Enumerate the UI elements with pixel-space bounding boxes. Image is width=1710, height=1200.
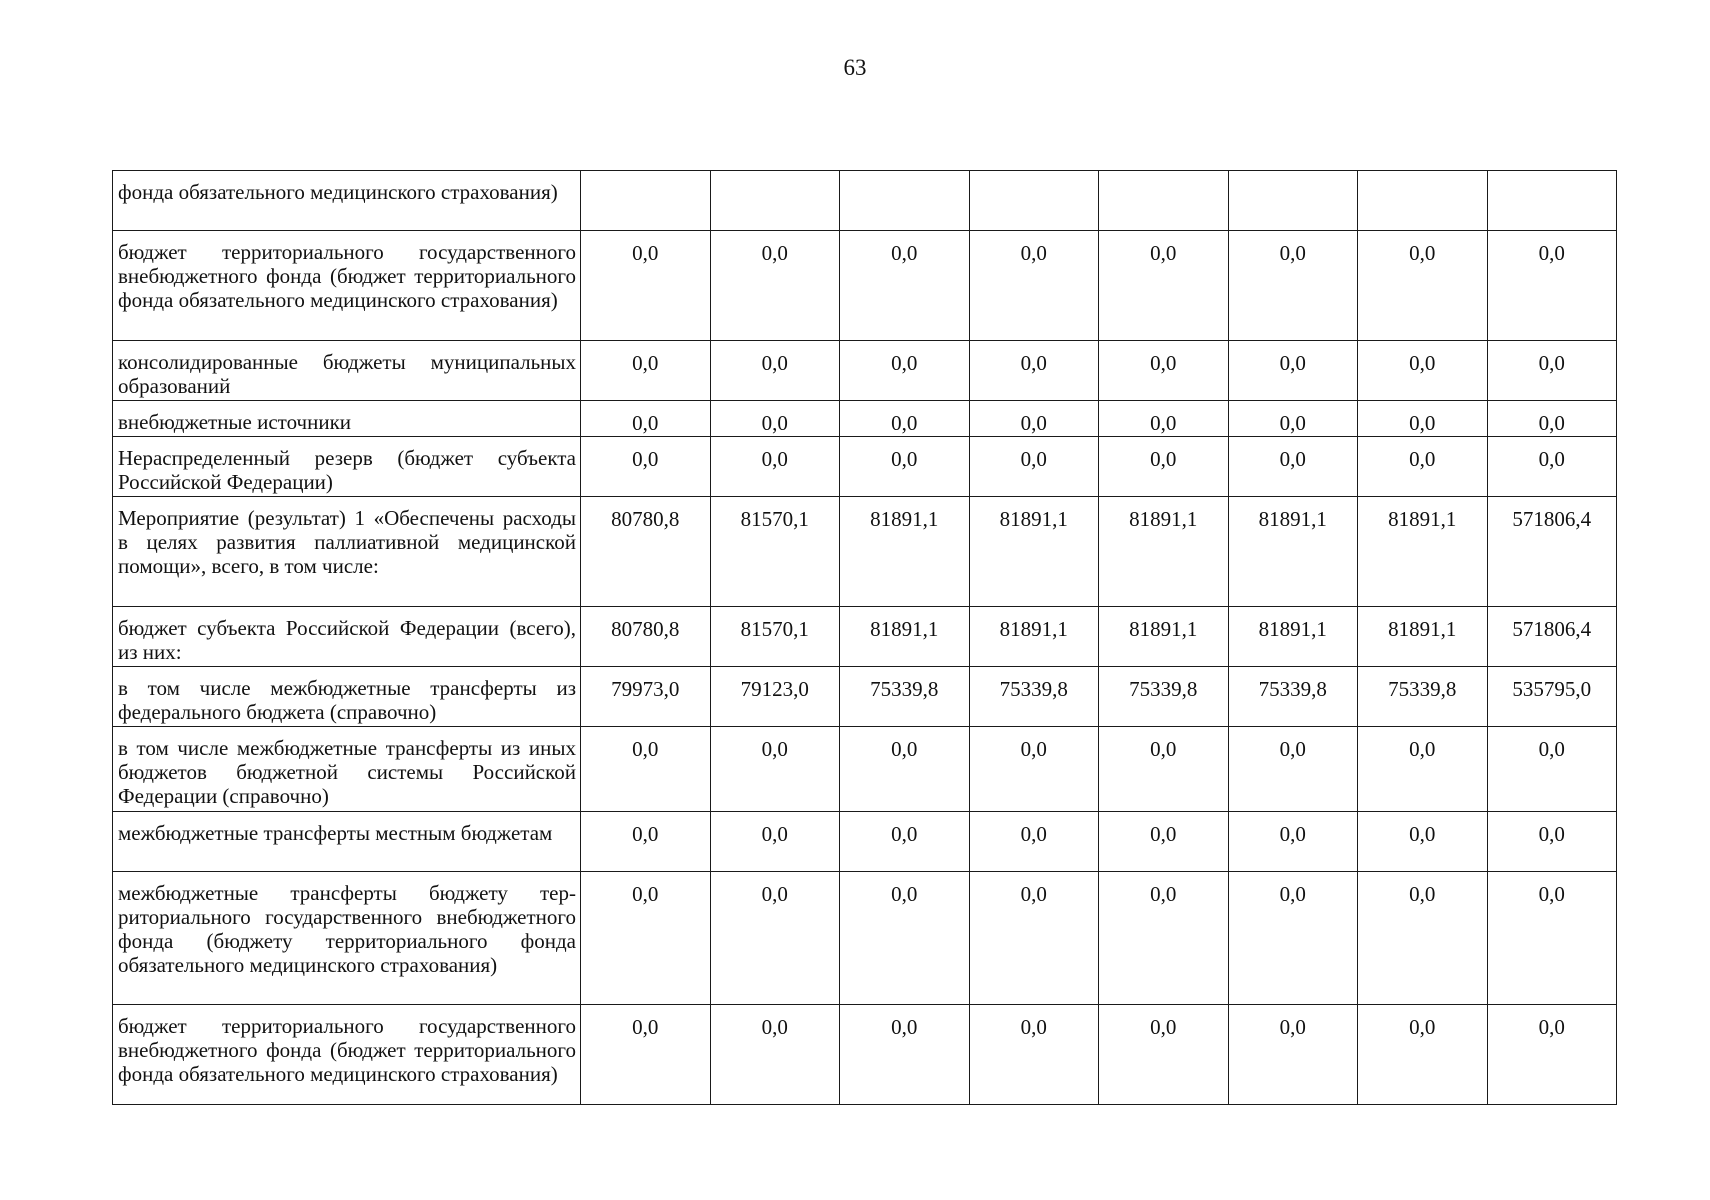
row-label: бюджет территориального государственного внебюджетного фонда (бюджет территориального фонда обязательного медицинского страхования)	[113, 1005, 581, 1105]
value-cell	[1487, 171, 1617, 231]
value-cell: 0,0	[840, 341, 970, 401]
value-cell: 0,0	[710, 1005, 840, 1105]
value-cell: 80780,8	[581, 607, 711, 667]
value-cell: 0,0	[1487, 437, 1617, 497]
value-cell: 0,0	[1099, 812, 1229, 872]
value-cell: 81891,1	[1358, 497, 1488, 607]
value-cell: 0,0	[1099, 231, 1229, 341]
table-row	[113, 607, 1617, 667]
value-cell: 75339,8	[840, 667, 970, 727]
table-row	[113, 341, 1617, 401]
value-cell: 535795,0	[1487, 667, 1617, 727]
table-row	[113, 231, 1617, 341]
value-cell: 0,0	[840, 812, 970, 872]
value-cell: 571806,4	[1487, 497, 1617, 607]
value-cell	[1099, 171, 1229, 231]
value-cell: 0,0	[1487, 1005, 1617, 1105]
row-label: бюджет субъекта Российской Федерации (всего), из них:	[113, 607, 581, 667]
page-number: 63	[843, 55, 867, 80]
value-cell: 0,0	[710, 437, 840, 497]
row-label: консолидированные бюджеты муниципальных образований	[113, 341, 581, 401]
value-cell: 0,0	[840, 231, 970, 341]
value-cell: 0,0	[1358, 1005, 1488, 1105]
value-cell: 0,0	[840, 401, 970, 437]
value-cell: 0,0	[969, 812, 1099, 872]
value-cell: 0,0	[1228, 231, 1358, 341]
table-row	[113, 497, 1617, 607]
value-cell: 0,0	[969, 872, 1099, 1005]
value-cell: 81891,1	[840, 497, 970, 607]
value-cell	[581, 171, 711, 231]
row-label: внебюджетные источники	[113, 401, 581, 437]
value-cell: 0,0	[1228, 437, 1358, 497]
value-cell: 0,0	[969, 341, 1099, 401]
value-cell: 81891,1	[969, 607, 1099, 667]
value-cell: 0,0	[710, 872, 840, 1005]
value-cell: 0,0	[581, 437, 711, 497]
value-cell: 81570,1	[710, 497, 840, 607]
table-row	[113, 1005, 1617, 1105]
value-cell: 0,0	[581, 401, 711, 437]
value-cell: 0,0	[1487, 401, 1617, 437]
value-cell: 0,0	[840, 1005, 970, 1105]
row-label: межбюджетные трансферты местным бюджетам	[113, 812, 581, 872]
value-cell: 0,0	[1228, 341, 1358, 401]
value-cell: 0,0	[1228, 1005, 1358, 1105]
table-row	[113, 171, 1617, 231]
value-cell: 0,0	[710, 812, 840, 872]
value-cell: 0,0	[710, 231, 840, 341]
value-cell	[969, 171, 1099, 231]
value-cell: 0,0	[1099, 401, 1229, 437]
value-cell: 0,0	[1099, 727, 1229, 812]
value-cell: 0,0	[1099, 437, 1229, 497]
table-body	[113, 171, 1617, 1105]
value-cell: 0,0	[1358, 812, 1488, 872]
value-cell: 0,0	[1099, 872, 1229, 1005]
value-cell: 81570,1	[710, 607, 840, 667]
value-cell: 0,0	[710, 341, 840, 401]
value-cell	[710, 171, 840, 231]
value-cell: 0,0	[581, 231, 711, 341]
value-cell: 81891,1	[1099, 607, 1229, 667]
table-row	[113, 812, 1617, 872]
value-cell: 80780,8	[581, 497, 711, 607]
table-row	[113, 401, 1617, 437]
value-cell: 79123,0	[710, 667, 840, 727]
value-cell: 0,0	[1487, 341, 1617, 401]
budget-table	[112, 170, 1617, 1105]
value-cell: 0,0	[969, 1005, 1099, 1105]
value-cell: 81891,1	[1358, 607, 1488, 667]
value-cell	[1228, 171, 1358, 231]
value-cell: 75339,8	[969, 667, 1099, 727]
value-cell: 75339,8	[1358, 667, 1488, 727]
value-cell: 0,0	[1099, 341, 1229, 401]
value-cell: 0,0	[840, 872, 970, 1005]
value-cell: 75339,8	[1228, 667, 1358, 727]
value-cell: 0,0	[1228, 727, 1358, 812]
value-cell: 0,0	[581, 1005, 711, 1105]
value-cell: 81891,1	[840, 607, 970, 667]
value-cell: 0,0	[1487, 812, 1617, 872]
value-cell: 571806,4	[1487, 607, 1617, 667]
value-cell: 81891,1	[969, 497, 1099, 607]
row-label: фонда обязательного медицинского страхования)	[113, 171, 581, 231]
value-cell: 0,0	[840, 437, 970, 497]
value-cell: 0,0	[1358, 437, 1488, 497]
value-cell: 0,0	[581, 812, 711, 872]
value-cell: 81891,1	[1228, 497, 1358, 607]
value-cell: 0,0	[1358, 341, 1488, 401]
value-cell: 0,0	[581, 341, 711, 401]
row-label: Мероприятие (результат) 1 «Обеспечены расходы в целях развития паллиативной медицинской помощи», всего, в том числе:	[113, 497, 581, 607]
value-cell: 0,0	[969, 727, 1099, 812]
row-label: межбюджетные трансферты бюджету территориального государственного внебюджетного фонда (бюджету территориального фонда обязательного медицинского страхования)	[113, 872, 581, 1005]
value-cell: 0,0	[710, 401, 840, 437]
row-label: Нераспределенный резерв (бюджет субъекта Российской Федерации)	[113, 437, 581, 497]
table-row	[113, 667, 1617, 727]
value-cell	[1358, 171, 1488, 231]
value-cell: 81891,1	[1099, 497, 1229, 607]
value-cell: 0,0	[1358, 727, 1488, 812]
value-cell: 79973,0	[581, 667, 711, 727]
value-cell: 0,0	[1358, 231, 1488, 341]
value-cell: 0,0	[581, 872, 711, 1005]
row-label: бюджет территориального государственного внебюджетного фонда (бюджет территориального фонда обязательного медицинского страхования)	[113, 231, 581, 341]
value-cell: 0,0	[581, 727, 711, 812]
table-row	[113, 727, 1617, 812]
value-cell: 0,0	[969, 401, 1099, 437]
value-cell: 0,0	[1228, 812, 1358, 872]
value-cell: 0,0	[840, 727, 970, 812]
value-cell: 0,0	[969, 231, 1099, 341]
value-cell: 0,0	[1228, 872, 1358, 1005]
value-cell: 0,0	[1228, 401, 1358, 437]
table-row	[113, 437, 1617, 497]
value-cell: 81891,1	[1228, 607, 1358, 667]
value-cell: 0,0	[1358, 401, 1488, 437]
value-cell: 0,0	[969, 437, 1099, 497]
row-label: в том числе межбюджетные трансферты из федерального бюджета (справочно)	[113, 667, 581, 727]
value-cell: 75339,8	[1099, 667, 1229, 727]
value-cell	[840, 171, 970, 231]
value-cell: 0,0	[1487, 872, 1617, 1005]
value-cell: 0,0	[710, 727, 840, 812]
value-cell: 0,0	[1487, 231, 1617, 341]
value-cell: 0,0	[1358, 872, 1488, 1005]
table-row	[113, 872, 1617, 1005]
value-cell: 0,0	[1099, 1005, 1229, 1105]
row-label: в том числе межбюджетные трансферты из иных бюджетов бюджетной системы Российской Федерации (справочно)	[113, 727, 581, 812]
value-cell: 0,0	[1487, 727, 1617, 812]
